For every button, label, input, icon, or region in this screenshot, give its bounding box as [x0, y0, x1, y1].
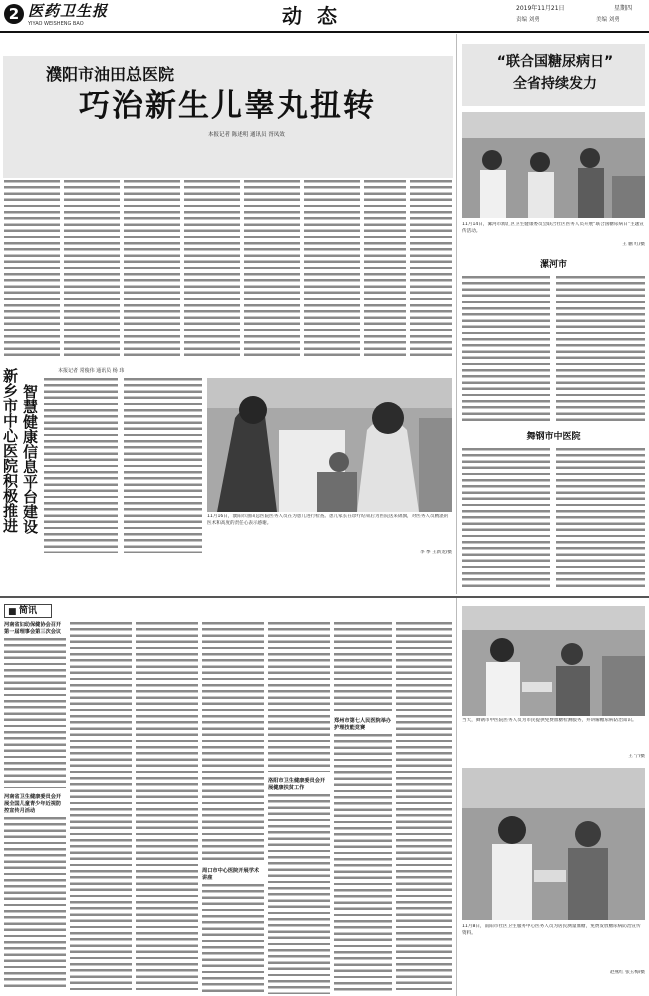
lead-article-body [124, 180, 180, 360]
brief-icon: ■ [8, 607, 17, 617]
section-title: 动 态 [282, 4, 341, 28]
right-photo-2-credit: 王 宁/摄 [628, 754, 645, 759]
right-headline-1: “联合国糖尿病日” [496, 54, 614, 70]
brief-item-body [268, 622, 330, 772]
lead-kicker: 濮阳市油田总医院 [46, 65, 175, 84]
designer-credit: 美编 刘勇 [596, 17, 620, 23]
brief-item-body [268, 794, 330, 994]
brief-label-badge [4, 604, 52, 618]
right-subhead-b: 舞钢市中医院 [526, 432, 581, 442]
right-photo-2 [462, 606, 645, 716]
brief-item-title: 河南省卫生健康委员会开展全国儿童青少年近视防控宣传月活动 [4, 794, 62, 814]
brief-item-title: 周口市中心医院开展学术讲座 [202, 868, 260, 881]
lead-article-body [4, 180, 60, 360]
right-column [458, 34, 649, 594]
right-photo-1-credit: 王 鹏 红/摄 [622, 242, 645, 247]
masthead-rule [0, 31, 649, 33]
feature-story [0, 360, 205, 560]
lead-article-body [364, 180, 406, 360]
brief-item-body [202, 884, 264, 994]
editor-credit: 责编 刘勇 [516, 17, 540, 23]
feature-vertical-title-a: 智慧健康信息平台建设 [21, 384, 39, 534]
brief-column [4, 622, 66, 992]
brief-item-body [4, 638, 66, 788]
lead-photo [207, 378, 452, 512]
lead-photo-caption: 11月16日，濮阳市油田总医院医务人员在为患儿进行检查。患儿家长在诊疗结束后为医院送来锦旗，对医务人员精湛的医术和高度的责任心表示感谢。 [207, 514, 449, 526]
feature-article-body [44, 378, 118, 553]
brief-item-body [202, 622, 264, 862]
blood-test-photo-image [462, 606, 645, 716]
brief-item-body [4, 817, 66, 987]
lead-article-body [244, 180, 300, 360]
page-number-badge: 2 [4, 4, 24, 24]
brief-item-title: 郑州市第七人民医院举办护理技能竞赛 [334, 718, 392, 731]
lead-article-body [64, 180, 120, 360]
brief-item-body [334, 622, 392, 712]
brief-column [268, 622, 330, 992]
right-photo-2-caption: 当天，舞钢市中医院医务人员为市民提供免费血糖检测服务，并讲解糖尿病防治知识。 [462, 718, 637, 723]
right-article-b [462, 448, 550, 590]
right-subhead-a: 漯河市 [539, 260, 567, 270]
lead-headline: 巧治新生儿睾丸扭转 [79, 88, 376, 124]
issue-date: 2019年11月21日 [516, 5, 565, 12]
right-article-a [556, 276, 645, 424]
feature-article-body [124, 378, 202, 553]
brief-section [0, 600, 456, 996]
feature-vertical-title-b: 新乡市中心医院积极推进 [1, 368, 19, 533]
feature-byline: 本报记者 常俊伟 通讯员 杨 玮 [58, 368, 125, 374]
right-article-a [462, 276, 550, 424]
right-photo-3-credit: 赵燕红 张玉梅/摄 [609, 970, 645, 975]
brief-item-body [334, 734, 392, 994]
lead-article-body [184, 180, 240, 360]
right-photo-3-caption: 11月8日，南阳市社区卫生服务中心医务人员为居民测量血糖，免费发放糖尿病防治宣传资料。 [462, 924, 641, 936]
brief-item-body [70, 622, 132, 992]
outreach-photo-image [462, 112, 645, 218]
section-divider [0, 596, 649, 598]
issue-weekday: 星期四 [614, 5, 633, 12]
brief-label: 简讯 [19, 606, 38, 616]
community-clinic-photo-image [462, 768, 645, 920]
column-divider [456, 34, 457, 594]
right-photo-1-caption: 11月14日，漯河市源汇区卫生健康委员会联合社区医务人员开展“联合国糖尿病日”主题宣传活动。 [462, 222, 644, 234]
brief-item-title: 洛阳市卫生健康委员会开展健康扶贫工作 [268, 778, 326, 791]
brief-column [202, 622, 264, 992]
medical-exam-photo-image [207, 378, 452, 512]
column-divider [456, 598, 457, 996]
right-headline-2: 全省持续发力 [513, 76, 597, 92]
brief-column [334, 622, 392, 992]
lead-photo-credit: 李 季 王新龙/摄 [419, 550, 452, 555]
right-photo-3 [462, 768, 645, 920]
right-photo-1 [462, 112, 645, 218]
brief-item-body [396, 622, 452, 992]
lead-byline: 本报记者 陈述明 通讯员 胥凤效 [208, 132, 285, 138]
lead-article-body [304, 180, 360, 360]
newspaper-logo: 医药卫生报 [28, 2, 109, 20]
masthead [0, 0, 649, 33]
right-article-b [556, 448, 645, 590]
newspaper-logo-en: YIYAO WEISHENG BAO [28, 21, 84, 27]
brief-item-body [136, 622, 198, 992]
lead-article-body [410, 180, 452, 360]
brief-item-title: 河南省妇幼保健协会召开第一届理事会第三次会议 [4, 622, 62, 635]
